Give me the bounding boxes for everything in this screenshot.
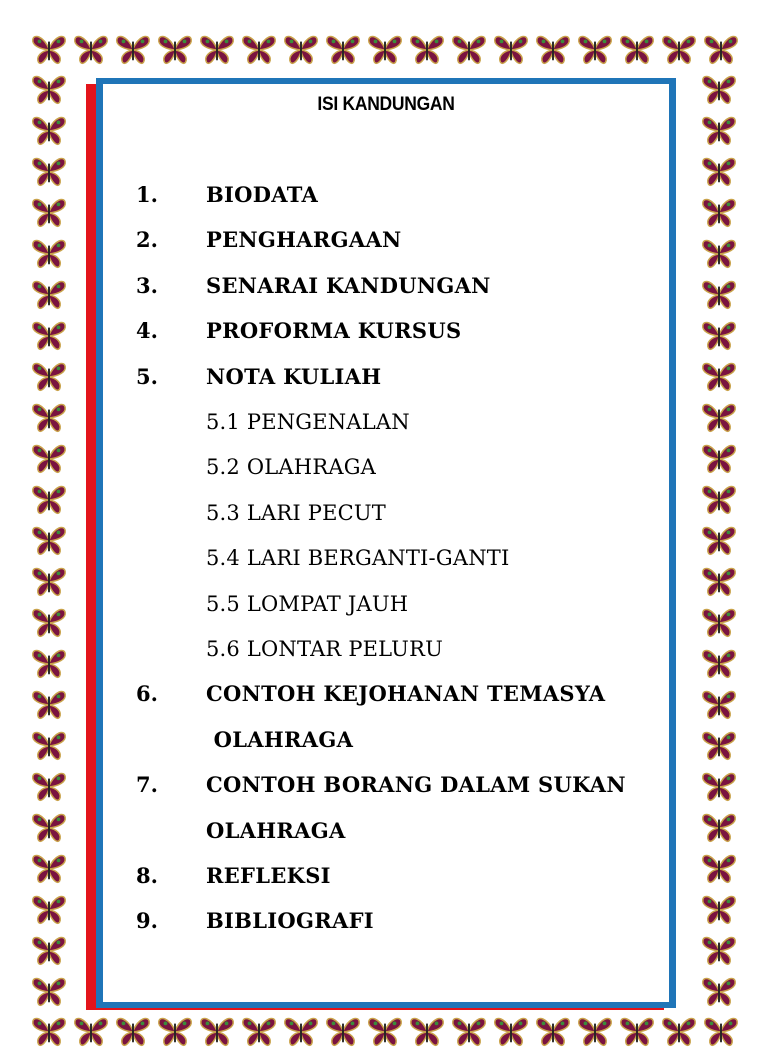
butterfly-icon xyxy=(30,644,68,682)
butterfly-icon xyxy=(30,726,68,764)
toc-entry-number: 7. xyxy=(136,772,158,798)
butterfly-border-bottom xyxy=(30,1012,740,1050)
butterfly-icon xyxy=(700,808,738,846)
butterfly-icon xyxy=(700,849,738,887)
butterfly-icon xyxy=(700,726,738,764)
butterfly-icon xyxy=(702,30,740,68)
butterfly-icon xyxy=(408,30,446,68)
butterfly-icon xyxy=(30,30,68,68)
butterfly-icon xyxy=(450,1012,488,1050)
butterfly-icon xyxy=(30,931,68,969)
butterfly-icon xyxy=(30,1012,68,1050)
butterfly-icon xyxy=(30,808,68,846)
butterfly-icon xyxy=(576,1012,614,1050)
butterfly-icon xyxy=(700,480,738,518)
butterfly-icon xyxy=(700,644,738,682)
toc-entry-title: PENGHARGAAN xyxy=(206,227,402,253)
butterfly-icon xyxy=(366,30,404,68)
page-title: ISI KANDUNGAN xyxy=(317,94,455,115)
butterfly-icon xyxy=(492,30,530,68)
butterfly-icon xyxy=(700,972,738,1010)
toc-entry-number: 8. xyxy=(136,863,158,888)
butterfly-icon xyxy=(156,30,194,68)
butterfly-icon xyxy=(114,30,152,68)
toc-entry-number: 2. xyxy=(136,227,158,253)
toc-entry-number: 4. xyxy=(136,318,158,344)
toc-entry-title: CONTOH BORANG DALAM SUKAN xyxy=(206,772,626,798)
butterfly-icon xyxy=(198,30,236,68)
butterfly-icon xyxy=(30,234,68,272)
butterfly-icon xyxy=(700,357,738,395)
butterfly-icon xyxy=(700,521,738,559)
toc-subentry-title: 5.6 LONTAR PELURU xyxy=(206,637,443,661)
butterfly-icon xyxy=(366,1012,404,1050)
toc-entry-number: 3. xyxy=(136,272,158,298)
butterfly-icon xyxy=(700,70,738,108)
butterfly-icon xyxy=(30,685,68,723)
butterfly-icon xyxy=(30,316,68,354)
butterfly-icon xyxy=(492,1012,530,1050)
butterfly-icon xyxy=(72,30,110,68)
butterfly-icon xyxy=(30,275,68,313)
toc-subentry-title: 5.1 PENGENALAN xyxy=(206,410,410,434)
toc-subentry-title: 5.2 OLAHRAGA xyxy=(206,455,377,480)
butterfly-icon xyxy=(30,890,68,928)
butterfly-icon xyxy=(700,439,738,477)
butterfly-icon xyxy=(660,30,698,68)
butterfly-icon xyxy=(700,316,738,354)
butterfly-icon xyxy=(700,685,738,723)
butterfly-icon xyxy=(198,1012,236,1050)
butterfly-icon xyxy=(282,1012,320,1050)
toc-entry-title-continuation: OLAHRAGA xyxy=(206,817,346,843)
toc-entry-title: PROFORMA KURSUS xyxy=(206,318,462,344)
butterfly-icon xyxy=(30,357,68,395)
butterfly-icon xyxy=(702,1012,740,1050)
butterfly-icon xyxy=(534,30,572,68)
butterfly-icon xyxy=(30,70,68,108)
butterfly-icon xyxy=(240,1012,278,1050)
butterfly-icon xyxy=(30,972,68,1010)
butterfly-icon xyxy=(30,398,68,436)
butterfly-icon xyxy=(660,1012,698,1050)
butterfly-icon xyxy=(324,30,362,68)
butterfly-icon xyxy=(700,398,738,436)
butterfly-icon xyxy=(700,562,738,600)
butterfly-icon xyxy=(30,480,68,518)
toc-entry-title: SENARAI KANDUNGAN xyxy=(206,272,491,298)
butterfly-icon xyxy=(700,603,738,641)
butterfly-icon xyxy=(30,767,68,805)
butterfly-icon xyxy=(700,234,738,272)
butterfly-icon xyxy=(156,1012,194,1050)
toc-subentry-title: 5.3 LARI PECUT xyxy=(206,500,386,525)
butterfly-icon xyxy=(450,30,488,68)
butterfly-icon xyxy=(700,111,738,149)
butterfly-icon xyxy=(700,152,738,190)
butterfly-icon xyxy=(30,439,68,477)
butterfly-icon xyxy=(30,603,68,641)
butterfly-icon xyxy=(700,931,738,969)
toc-entry-title: NOTA KULIAH xyxy=(206,363,382,389)
butterfly-icon xyxy=(618,30,656,68)
toc-entry-number: 6. xyxy=(136,681,158,707)
butterfly-icon xyxy=(30,521,68,559)
butterfly-border-right xyxy=(700,70,738,1010)
butterfly-icon xyxy=(30,193,68,231)
toc-entry-number: 1. xyxy=(136,182,158,207)
toc-subentry-title: 5.4 LARI BERGANTI-GANTI xyxy=(206,546,510,571)
toc-entry-number: 9. xyxy=(136,908,158,934)
butterfly-icon xyxy=(114,1012,152,1050)
butterfly-icon xyxy=(700,275,738,313)
butterfly-icon xyxy=(700,767,738,805)
butterfly-border-left xyxy=(30,70,68,1010)
butterfly-icon xyxy=(534,1012,572,1050)
butterfly-icon xyxy=(240,30,278,68)
toc-entry-title: REFLEKSI xyxy=(206,863,331,888)
butterfly-icon xyxy=(72,1012,110,1050)
toc-entry-title-continuation: OLAHRAGA xyxy=(206,726,354,752)
butterfly-icon xyxy=(30,152,68,190)
butterfly-icon xyxy=(324,1012,362,1050)
content-panel xyxy=(103,84,669,1002)
butterfly-icon xyxy=(576,30,614,68)
toc-entry-title: BIBLIOGRAFI xyxy=(206,908,374,934)
butterfly-icon xyxy=(618,1012,656,1050)
butterfly-icon xyxy=(700,193,738,231)
toc-subentry-title: 5.5 LOMPAT JAUH xyxy=(206,591,409,616)
toc-entry-number: 5. xyxy=(136,363,158,389)
butterfly-icon xyxy=(30,849,68,887)
toc-entry-title: BIODATA xyxy=(206,182,319,207)
toc-entry-title: CONTOH KEJOHANAN TEMASYA xyxy=(206,681,606,707)
butterfly-border-top xyxy=(30,30,740,68)
butterfly-icon xyxy=(700,890,738,928)
butterfly-icon xyxy=(408,1012,446,1050)
butterfly-icon xyxy=(282,30,320,68)
butterfly-icon xyxy=(30,562,68,600)
butterfly-icon xyxy=(30,111,68,149)
